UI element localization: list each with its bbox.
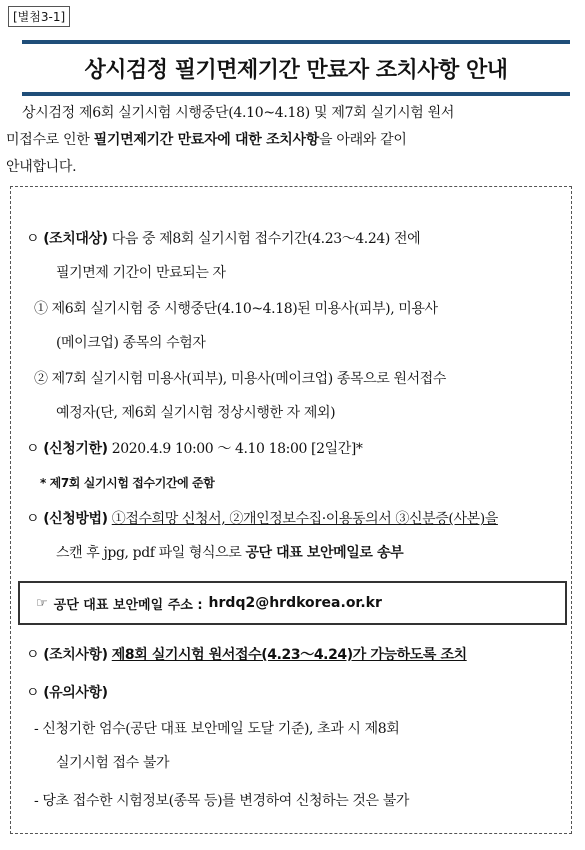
secure-mail-box: [18, 581, 567, 625]
target-item-2-cont: 예정자(단, 제6회 실기시험 정상시행한 자 제외): [56, 405, 336, 421]
notes-item-1-cont: 실기시험 접수 불가: [56, 755, 170, 771]
action-value: 제8회 실기시험 원서접수(4.23～4.24)가 가능하도록 조치: [111, 647, 467, 663]
notes-item-2: - 당초 접수한 시험정보(종목 등)를 변경하여 신청하는 것은 불가: [34, 793, 409, 809]
target-line-1: ㅇ (조치대상) 다음 중 제8회 실기시험 접수기간(4.23～4.24) 전에: [26, 231, 421, 247]
intro-line-1: 상시검정 제6회 실기시험 시행중단(4.10~4.18) 및 제7회 실기시험 원서: [22, 105, 455, 121]
bullet-icon: ㅇ: [26, 511, 40, 527]
title-banner: [22, 40, 570, 96]
notes-label: (유의사항): [43, 685, 108, 701]
mail-address-link[interactable]: hrdq2@hrdkorea.or.kr: [208, 595, 382, 611]
period-note: * 제7회 실기시험 접수기간에 준함: [40, 476, 215, 490]
bullet-icon: ㅇ: [26, 441, 40, 457]
intro-line-3: 안내합니다.: [6, 159, 77, 175]
method-line-2: 스캔 후 jpg, pdf 파일 형식으로 공단 대표 보안메일로 송부: [56, 545, 404, 561]
intro-paragraph: [6, 100, 578, 181]
method-line-1: ㅇ (신청방법) ①접수희망 신청서, ②개인정보수집·이용동의서 ③신분증(사본)을: [26, 511, 498, 527]
pointing-hand-icon: ☞: [36, 595, 48, 611]
page-title: 상시검정 필기면제기간 만료자 조치사항 안내: [84, 57, 508, 83]
target-label: (조치대상): [43, 231, 108, 247]
period-label: (신청기한): [43, 441, 108, 457]
mail-label: 공단 대표 보안메일 주소 :: [53, 597, 203, 613]
period-line: [26, 438, 363, 458]
bullet-icon: ㅇ: [26, 685, 40, 701]
target-item-1: ① 제6회 실기시험 중 시행중단(4.10~4.18)된 미용사(피부), 미용사: [34, 301, 438, 317]
action-label: (조치사항): [43, 647, 108, 663]
target-item-2: ② 제7회 실기시험 미용사(피부), 미용사(메이크업) 종목으로 원서접수: [34, 371, 446, 387]
attachment-label: [별첨3-1]: [8, 6, 70, 27]
bullet-icon: ㅇ: [26, 647, 40, 663]
method-label: (신청방법): [43, 511, 108, 527]
target-item-1-cont: (메이크업) 종목의 수험자: [56, 335, 206, 351]
notes-line: [26, 682, 108, 702]
bullet-icon: ㅇ: [26, 231, 40, 247]
intro-line-2: 미접수로 인한 필기면제기간 만료자에 대한 조치사항을 아래와 같이: [6, 132, 407, 148]
notes-item-1: - 신청기한 엄수(공단 대표 보안메일 도달 기준), 초과 시 제8회: [34, 721, 400, 737]
title-rule-bottom: [22, 92, 570, 96]
action-line: [26, 644, 467, 664]
intro-emphasis: 필기면제기간 만료자에 대한 조치사항: [93, 132, 319, 148]
period-value: 2020.4.9 10:00 ～ 4.10 18:00 [2일간]*: [111, 441, 363, 457]
target-line-2: 필기면제 기간이 만료되는 자: [56, 265, 226, 281]
